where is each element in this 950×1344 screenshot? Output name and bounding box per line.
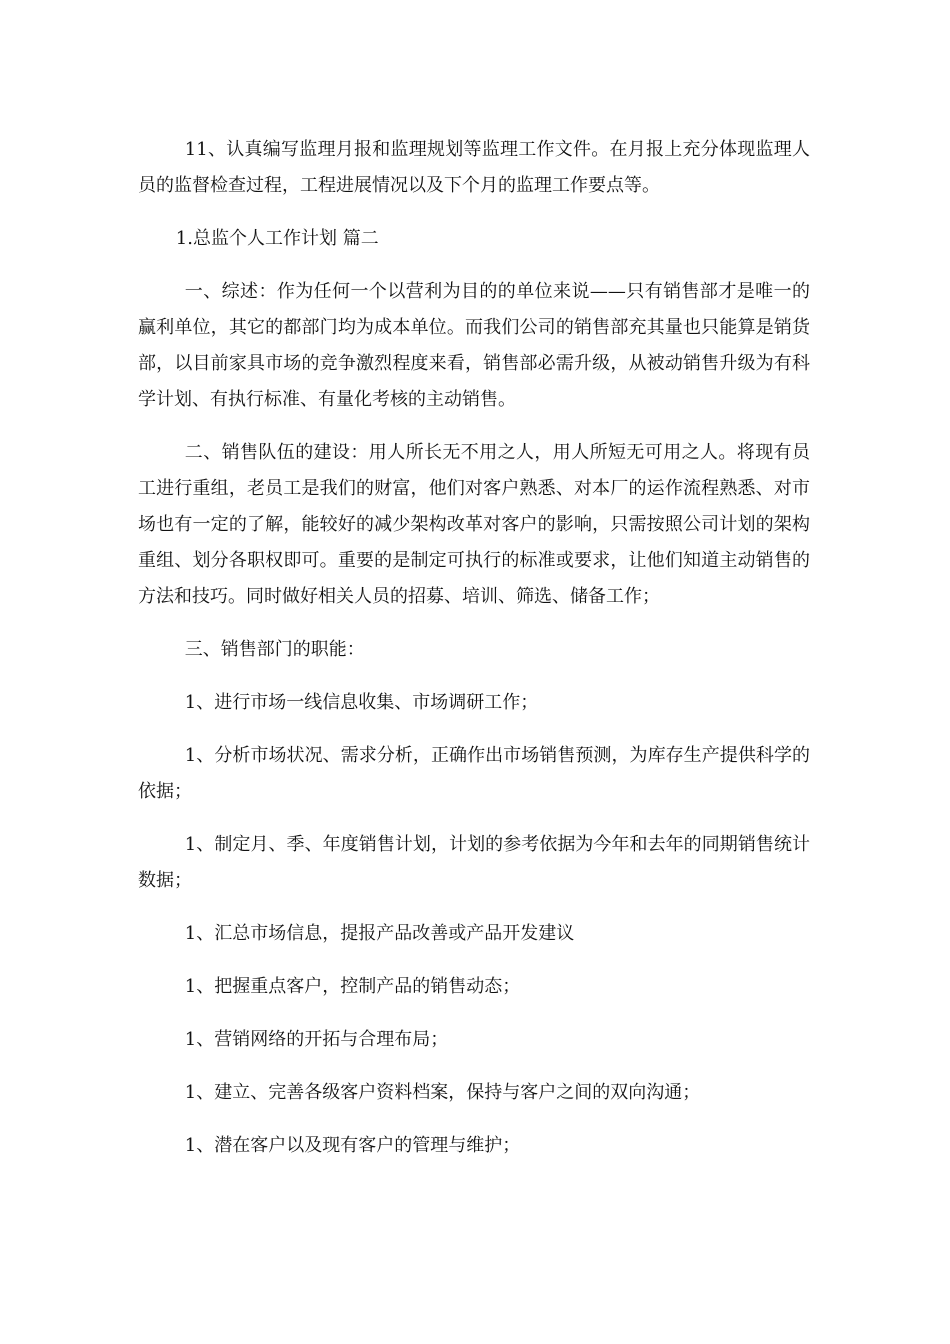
paragraph-overview: 一、综述：作为任何一个以营利为目的的单位来说——只有销售部才是唯一的赢利单位，其它的都部门均为成本单位。而我们公司的销售部充其量也只能算是销货部，以目前家具市场的竞争激烈程度来看，销售部必需升级，从被动销售升级为有科学计划、有执行标准、有量化考核的主动销售。 — [138, 281, 810, 410]
list-item: 1、分析市场状况、需求分析，正确作出市场销售预测，为库存生产提供科学的依据； — [138, 745, 810, 802]
section-heading-plan-two: 1.总监个人工作计划 篇二 — [175, 228, 379, 249]
list-item: 1、汇总市场信息，提报产品改善或产品开发建议 — [184, 923, 575, 944]
paragraph-sales-functions-title: 三、销售部门的职能： — [184, 639, 365, 660]
document-body — [138, 132, 810, 1181]
paragraph-monthly-report: 11、认真编写监理月报和监理规划等监理工作文件。在月报上充分体现监理人员的监督检查过程，工程进展情况以及下个月的监理工作要点等。 — [138, 139, 810, 196]
list-item: 1、制定月、季、年度销售计划，计划的参考依据为今年和去年的同期销售统计数据； — [138, 834, 810, 891]
list-item: 1、把握重点客户，控制产品的销售动态； — [184, 976, 521, 997]
list-item: 1、潜在客户以及现有客户的管理与维护； — [184, 1135, 521, 1156]
paragraph-sales-team: 二、销售队伍的建设：用人所长无不用之人，用人所短无可用之人。将现有员工进行重组，老员工是我们的财富，他们对客户熟悉、对本厂的运作流程熟悉、对市场也有一定的了解，能较好的减少架构改革对客户的影响，只需按照公司计划的架构重组、划分各职权即可。重要的是制定可执行的标准或要求，让他们知道主动销售的方法和技巧。同时做好相关人员的招募、培训、筛选、储备工作； — [138, 442, 810, 607]
list-item: 1、营销网络的开拓与合理布局； — [184, 1029, 449, 1050]
list-item: 1、建立、完善各级客户资料档案，保持与客户之间的双向沟通； — [184, 1082, 701, 1103]
list-item: 1、进行市场一线信息收集、市场调研工作； — [184, 692, 539, 713]
